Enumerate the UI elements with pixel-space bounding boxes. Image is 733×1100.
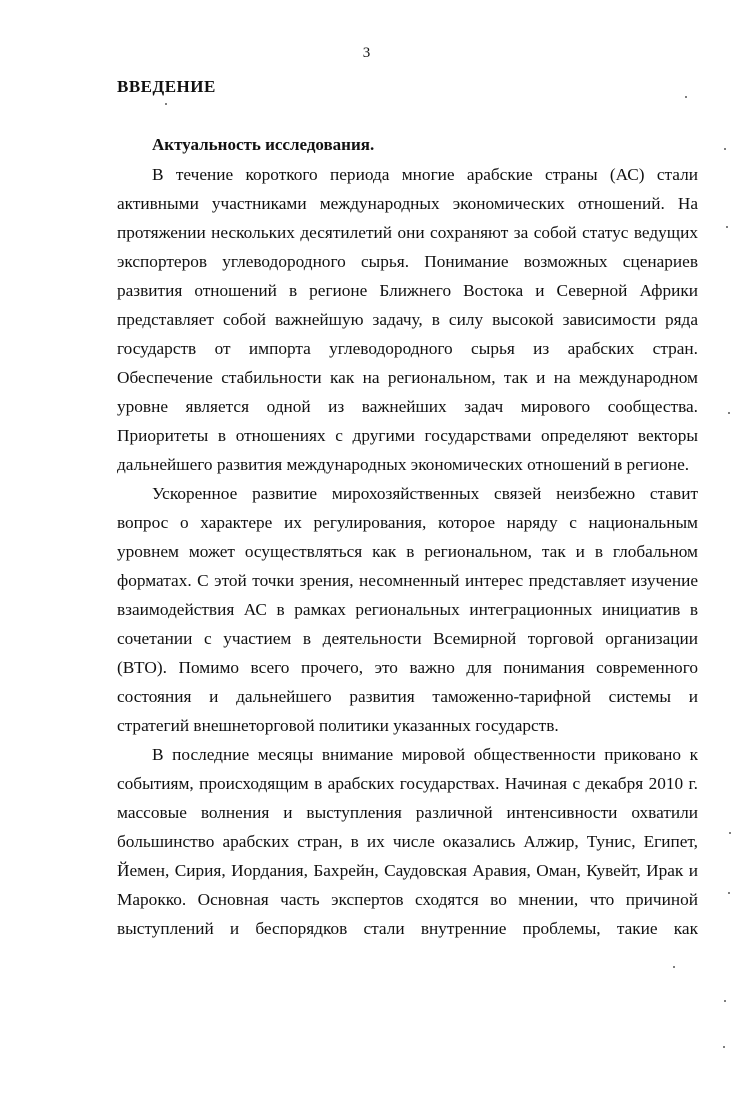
paragraph-line: уровне является одной из важнейших задач мирового сообщества. [117,397,698,416]
paragraph-line: развития отношений в регионе Ближнего Востока и Северной Африки [117,281,698,300]
paragraph-line: экспортеров углеводородного сырья. Понимание возможных сценариев [117,252,698,271]
paragraph-line: Марокко. Основная часть экспертов сходятся во мнении, что причиной [117,890,698,909]
page-number: 3 [362,45,371,61]
paragraph-line: (ВТО). Помимо всего прочего, это важно для понимания современного [117,658,698,677]
paragraph-line: большинство арабских стран, в их числе оказались Алжир, Тунис, Египет, [117,832,698,851]
paragraph-line: форматах. С этой точки зрения, несомненный интерес представляет изучение [117,571,698,590]
paragraph-line: В последние месяцы внимание мировой общественности приковано к [152,745,698,764]
paragraph-line: государств от импорта углеводородного сырья из арабских стран. [117,339,698,358]
paragraph-line: В течение короткого периода многие арабские страны (АС) стали [152,165,698,184]
paragraph-line: массовые волнения и выступления различной интенсивности охватили [117,803,698,822]
paragraph-line: взаимодействия АС в рамках региональных интеграционных инициатив в [117,600,698,619]
paragraph-line: вопрос о характере их регулирования, которое наряду с национальным [117,513,698,532]
paragraph-line: сочетании с участием в деятельности Всемирной торговой организации [117,629,698,648]
paragraph-line: активными участниками международных экономических отношений. На [117,194,698,213]
scan-speck [165,103,167,105]
scan-speck [724,1000,726,1002]
paragraph-line: представляет собой важнейшую задачу, в силу высокой зависимости ряда [117,310,698,329]
paragraph-line: событиям, происходящим в арабских государствах. Начиная с декабря 2010 г. [117,774,698,793]
paragraph-line: состояния и дальнейшего развития таможенно-тарифной системы и [117,687,698,706]
paragraph-line: стратегий внешнеторговой политики указанных государств. [117,716,559,735]
paragraph-line: Ускоренное развитие мирохозяйственных связей неизбежно ставит [152,484,698,503]
paragraph-line: протяжении нескольких десятилетий они сохраняют за собой статус ведущих [117,223,698,242]
scan-speck [724,148,726,150]
scan-speck [729,832,731,834]
paragraph-line: Приоритеты в отношениях с другими государствами определяют векторы [117,426,698,445]
scan-speck [728,412,730,414]
paragraph-line: Обеспечение стабильности как на региональном, так и на международном [117,368,698,387]
paragraph-line: уровнем может осуществляться как в региональном, так и в глобальном [117,542,698,561]
scan-speck [726,226,728,228]
paragraph-line: Йемен, Сирия, Иордания, Бахрейн, Саудовская Аравия, Оман, Кувейт, Ирак и [117,861,698,880]
subsection-heading: Актуальность исследования. [152,135,375,154]
paragraph-line: выступлений и беспорядков стали внутренние проблемы, такие как [117,919,698,938]
scan-speck [685,96,687,98]
scan-speck [728,892,730,894]
section-heading: ВВЕДЕНИЕ [117,77,216,96]
paragraph-line: дальнейшего развития международных экономических отношений в регионе. [117,455,690,474]
scan-speck [723,1046,725,1048]
scan-speck [673,966,675,968]
